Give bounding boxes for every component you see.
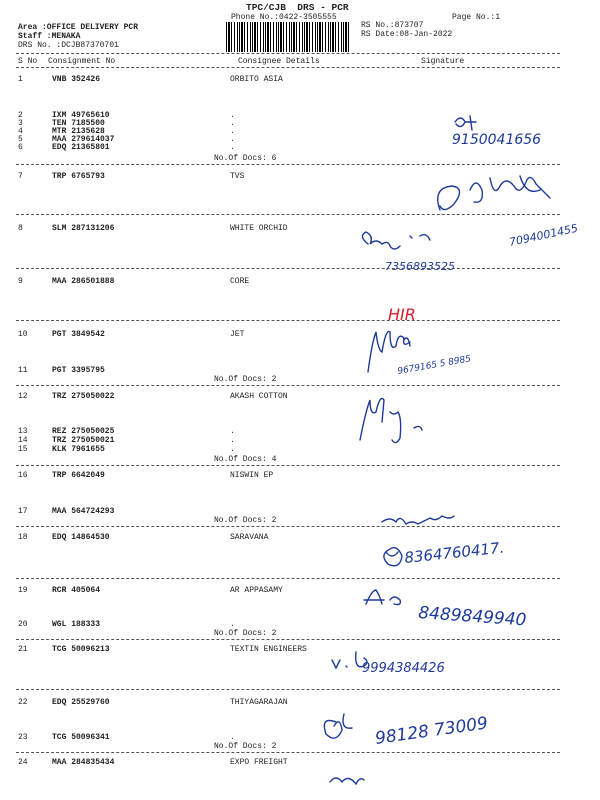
row-consignment: TRZ 275050022	[52, 392, 115, 401]
row-consignee: .	[230, 119, 235, 128]
docs-count: No.Of Docs: 4	[214, 455, 277, 464]
row-consignment: EDQ 14864530	[52, 533, 110, 542]
signature-scribble	[384, 548, 402, 566]
row-sno: 6	[18, 143, 23, 152]
row-consignment: REZ 275050025	[52, 427, 115, 436]
row-consignee: .	[230, 143, 235, 152]
row-sno: 8	[18, 224, 23, 233]
signature-scribble	[362, 232, 430, 249]
row-consignee: .	[230, 127, 235, 136]
handwritten-note: HIR	[388, 305, 416, 324]
row-consignee: AR APPASAMY	[230, 586, 283, 595]
handwritten-phone: 9150041656	[452, 132, 542, 148]
row-sno: 10	[18, 330, 28, 339]
row-consignee: SARAVANA	[230, 533, 269, 542]
row-consignee: NISWIN EP	[230, 471, 274, 480]
signature-scribble	[382, 516, 454, 524]
row-consignment: TRZ 275050021	[52, 436, 115, 445]
area-field: Area :OFFICE DELIVERY PCR	[18, 23, 139, 32]
phone-number: Phone No.:0422-3505555	[231, 13, 337, 22]
rs-date: RS Date:08-Jan-2022	[361, 30, 453, 39]
row-consignee: .	[230, 620, 235, 629]
row-sno: 14	[18, 436, 28, 445]
signature-scribble	[364, 590, 400, 605]
row-sno: 21	[18, 645, 28, 654]
row-consignment: MAA 284835434	[52, 758, 115, 767]
row-sno: 5	[18, 135, 23, 144]
row-sno: 9	[18, 277, 23, 286]
row-consignment: PGT 3849542	[52, 330, 105, 339]
row-consignment: TEN 7185500	[52, 119, 105, 128]
col-consignee: Consignee Details	[238, 57, 320, 66]
row-consignment: WGL 188333	[52, 620, 101, 629]
col-sno: S No	[18, 57, 38, 66]
row-sno: 15	[18, 445, 28, 454]
row-consignee: .	[230, 733, 235, 742]
row-consignee: ORBITO ASIA	[230, 75, 283, 84]
row-consignee: TEXTIN ENGINEERS	[230, 645, 307, 654]
row-consignment: TCG 50096213	[52, 645, 110, 654]
report-title: TPC/CJB DRS - PCR	[246, 2, 349, 13]
row-sno: 4	[18, 127, 23, 136]
row-sno: 3	[18, 119, 23, 128]
row-consignee: WHITE ORCHID	[230, 224, 288, 233]
col-consignment: Consignment No	[48, 57, 116, 66]
row-consignee: .	[230, 445, 235, 454]
handwritten-phone: 98128 73009	[373, 713, 490, 749]
row-sno: 12	[18, 392, 28, 401]
handwritten-phone: 8489849940	[417, 603, 527, 631]
docs-count: No.Of Docs: 2	[214, 742, 277, 751]
row-sno: 19	[18, 586, 28, 595]
row-consignment: IXM 49765610	[52, 111, 110, 120]
row-sno: 22	[18, 698, 28, 707]
row-sno: 16	[18, 471, 28, 480]
row-consignee: EXPO FREIGHT	[230, 758, 288, 767]
row-consignment: EDQ 21365801	[52, 143, 110, 152]
handwritten-phone: 9679165 5 8985	[396, 354, 472, 377]
row-consignee: .	[230, 436, 235, 445]
rs-number: RS No.:873707	[361, 21, 424, 30]
col-signature: Signature	[421, 57, 465, 66]
handwritten-phone: 7356893525	[385, 260, 455, 273]
row-consignment: TCG 50096341	[52, 733, 110, 742]
row-consignee: .	[230, 427, 235, 436]
docs-count: No.Of Docs: 2	[214, 375, 277, 384]
signature-scribble	[330, 778, 364, 784]
handwritten-phone: 9994384426	[362, 661, 445, 676]
page-number: Page No.:1	[452, 13, 501, 22]
row-consignment: MAA 279614037	[52, 135, 115, 144]
drs-number: DRS No. :DCJB87370701	[18, 41, 119, 50]
row-consignment: TRP 6642049	[52, 471, 105, 480]
docs-count: No.Of Docs: 6	[214, 154, 277, 163]
row-consignment: MAA 286501888	[52, 277, 115, 286]
signature-scribble	[360, 399, 422, 443]
row-consignment: TRP 6765793	[52, 172, 105, 181]
row-consignee: JET	[230, 330, 245, 339]
row-consignment: KLK 7961655	[52, 445, 105, 454]
row-sno: 23	[18, 733, 28, 742]
row-sno: 24	[18, 758, 28, 767]
row-consignee: AKASH COTTON	[230, 392, 288, 401]
row-sno: 1	[18, 75, 23, 84]
row-sno: 20	[18, 620, 28, 629]
row-consignment: MAA 564724293	[52, 507, 115, 516]
staff-field: Staff :MENAKA	[18, 32, 81, 41]
docs-count: No.Of Docs: 2	[214, 629, 277, 638]
row-sno: 7	[18, 172, 23, 181]
row-consignment: EDQ 25529760	[52, 698, 110, 707]
handwritten-phone: 7094001455	[507, 221, 580, 249]
row-consignment: RCR 405064	[52, 586, 101, 595]
row-consignment: SLM 287131206	[52, 224, 115, 233]
row-consignment: MTR 2135628	[52, 127, 105, 136]
row-consignee: .	[230, 111, 235, 120]
row-sno: 13	[18, 427, 28, 436]
row-sno: 17	[18, 507, 28, 516]
row-consignee: TVS	[230, 172, 245, 181]
row-sno: 11	[18, 366, 28, 375]
row-consignment: PGT 3395795	[52, 366, 105, 375]
row-consignment: VNB 352426	[52, 75, 101, 84]
row-consignee: .	[230, 135, 235, 144]
row-sno: 18	[18, 533, 28, 542]
row-consignee: CORE	[230, 277, 250, 286]
docs-count: No.Of Docs: 2	[214, 516, 277, 525]
handwritten-phone: 8364760417.	[403, 538, 506, 567]
row-sno: 2	[18, 111, 23, 120]
signature-scribble	[324, 714, 352, 738]
signature-scribble	[438, 176, 550, 210]
row-consignee: THIYAGARAJAN	[230, 698, 288, 707]
signature-scribble	[455, 116, 476, 130]
